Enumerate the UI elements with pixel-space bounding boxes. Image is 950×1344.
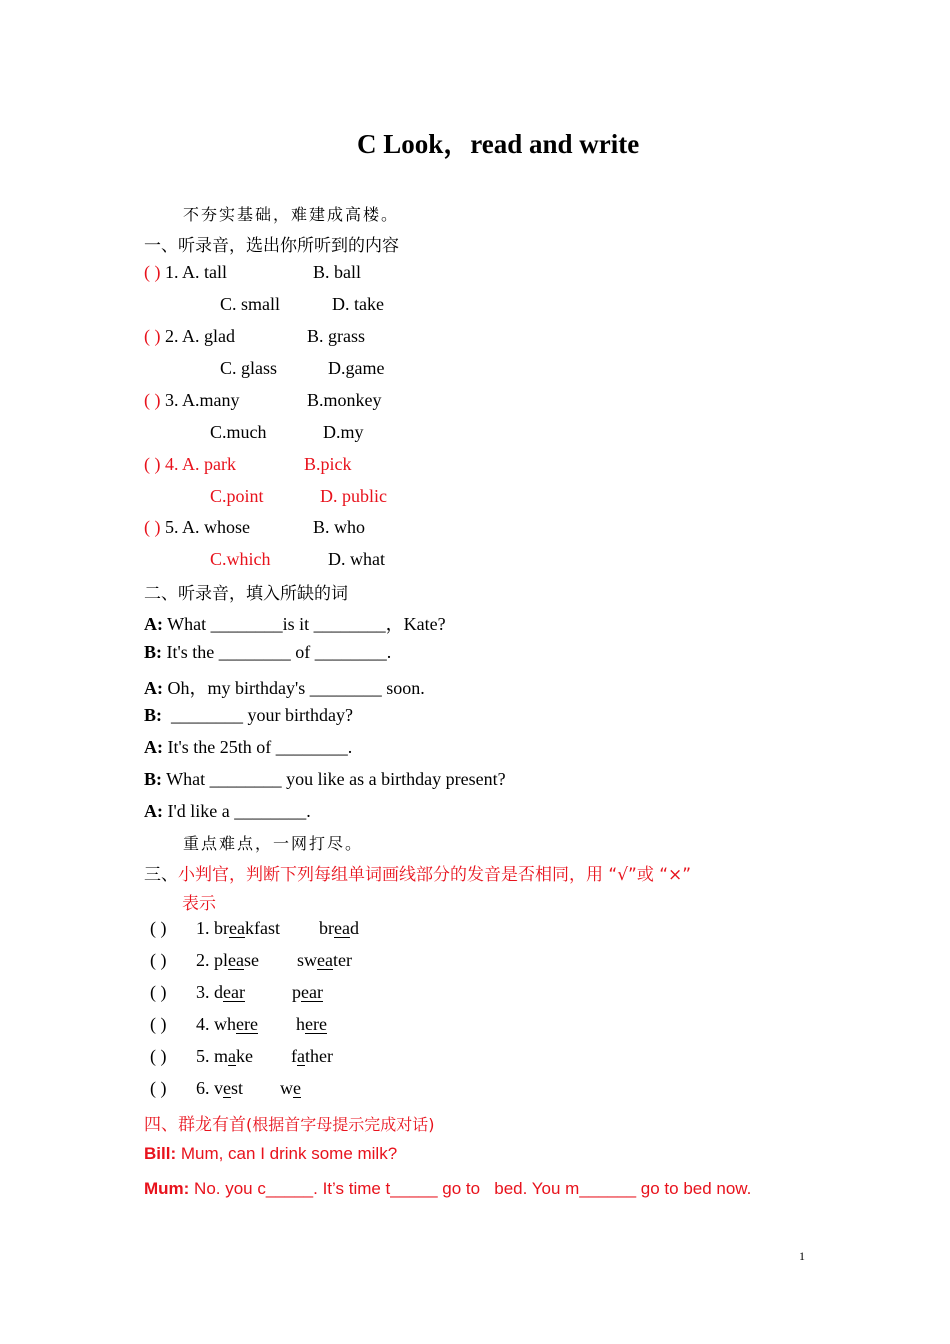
dialogue-line (144, 674, 425, 700)
word-2 (280, 1078, 301, 1099)
option-c: C.much (210, 422, 267, 442)
option-b: B. who (313, 517, 366, 537)
option-a: 2. A. glad (165, 326, 235, 346)
answer-paren: ( ) (150, 950, 167, 970)
option-d: D. public (320, 486, 387, 506)
answer-paren: ( ) (150, 918, 167, 938)
speaker: Mum: (144, 1179, 190, 1198)
underlined-letters: ea (334, 918, 350, 938)
answer-paren: ( ) (144, 390, 161, 410)
answer-paren: ( ) (150, 1046, 167, 1066)
speaker: A: (144, 801, 163, 821)
line-text: No. you c_____. It’s time t_____ go to bed. You m______ go to bed now. (189, 1179, 752, 1198)
dialogue-line (144, 801, 311, 822)
word-part: w (280, 1078, 293, 1098)
option-a: 4. A. park (165, 454, 236, 474)
speaker: Bill: (144, 1144, 177, 1163)
answer-paren: ( ) (144, 262, 161, 282)
option-b: B.pick (304, 454, 352, 474)
word-part: kfast (244, 918, 280, 938)
line-text: It's the ________ of ________. (162, 642, 392, 662)
judge-item (150, 1046, 167, 1067)
judge-item (150, 982, 167, 1003)
line-text: Mum, can I drink some milk? (176, 1144, 398, 1163)
judge-item (150, 1078, 167, 1099)
underlined-letters: ere (305, 1014, 327, 1034)
answer-paren: ( ) (144, 326, 161, 346)
option-d: D. what (328, 549, 385, 569)
answer-paren: ( ) (150, 1078, 167, 1098)
word-part: 1. br (196, 918, 229, 938)
word-1 (196, 918, 280, 939)
option-b: B.monkey (307, 390, 382, 410)
word-part: 5. m (196, 1046, 229, 1066)
word-2 (292, 982, 323, 1003)
word-1 (196, 1014, 258, 1035)
motto-1: 不夯实基础，难建成高楼。 (183, 205, 400, 224)
dialogue-bill (144, 1144, 397, 1164)
underlined-letters: ere (236, 1014, 258, 1034)
section-instruction: 小判官，判断下列每组单词画线部分的发音是否相同，用 “√”或 “×” (178, 865, 692, 885)
word-part: br (319, 918, 334, 938)
judge-item (150, 918, 167, 939)
dialogue-line (144, 705, 353, 726)
speaker: A: (144, 614, 163, 634)
word-part: ter (333, 950, 352, 970)
option-a: 1. A. tall (165, 262, 227, 282)
option-d: D.game (328, 358, 385, 378)
underlined-letters: ear (223, 982, 245, 1002)
option-c: C.which (210, 549, 271, 569)
word-2 (297, 950, 352, 971)
underlined-letters: e (293, 1078, 301, 1098)
dialogue-line (144, 610, 446, 636)
dialogue-line (144, 642, 391, 663)
word-1 (196, 982, 245, 1003)
motto-2: 重点难点，一网打尽。 (183, 834, 364, 853)
question-2 (144, 326, 235, 347)
option-c: C. small (220, 294, 281, 314)
section-2-heading: 二、听录音，填入所缺的词 (144, 584, 348, 604)
underlined-letters: ea (317, 950, 333, 970)
question-3 (144, 390, 240, 411)
option-c: C.point (210, 486, 264, 506)
underlined-letters: ear (301, 982, 323, 1002)
speaker: B: (144, 769, 162, 789)
word-part: p (292, 982, 301, 1002)
word-part: f (291, 1046, 297, 1066)
word-part: 3. d (196, 982, 223, 1002)
word-1 (196, 1078, 243, 1099)
word-2 (319, 918, 359, 939)
speaker: B: (144, 705, 162, 725)
word-part: 2. pl (196, 950, 229, 970)
word-2 (296, 1014, 327, 1035)
word-part: se (244, 950, 259, 970)
word-part: h (296, 1014, 305, 1034)
question-4 (144, 454, 236, 475)
option-a: 5. A. whose (165, 517, 250, 537)
option-b: B. ball (313, 262, 361, 282)
page-title: C Look，read and write (357, 129, 640, 159)
dialogue-line (144, 769, 506, 790)
question-5 (144, 517, 250, 538)
option-c: C. glass (220, 358, 278, 378)
word-part: sw (297, 950, 318, 970)
option-a: 3. A.many (165, 390, 240, 410)
section-hint: (根据首字母提示完成对话) (246, 1115, 435, 1134)
underlined-letters: ea (228, 950, 244, 970)
option-d: D.my (323, 422, 364, 442)
underlined-letters: ea (229, 918, 245, 938)
speaker: A: (144, 678, 163, 698)
answer-paren: ( ) (150, 982, 167, 1002)
word-part: 4. wh (196, 1014, 236, 1034)
underlined-letters: a (297, 1046, 305, 1066)
line-text: ________ your birthday? (162, 705, 353, 725)
option-d: D. take (332, 294, 384, 314)
word-2 (291, 1046, 333, 1067)
section-3-heading (144, 860, 691, 885)
line-text: I'd like a ________. (163, 801, 311, 821)
word-part: ke (236, 1046, 254, 1066)
speaker: A: (144, 737, 163, 757)
word-1 (196, 1046, 253, 1067)
underlined-letters: a (228, 1046, 237, 1066)
line-text: What ________ you like as a birthday present? (162, 769, 506, 789)
line-text: What ________is it ________，Kate? (163, 614, 446, 634)
word-part: 6. v (196, 1078, 223, 1098)
answer-paren: ( ) (144, 517, 161, 537)
section-4-heading (144, 1110, 435, 1135)
page-number: 1 (799, 1249, 805, 1263)
word-part: ther (305, 1046, 333, 1066)
underlined-letters: e (223, 1078, 231, 1098)
dialogue-mum (144, 1179, 751, 1199)
word-1 (196, 950, 259, 971)
section-3-heading-cont: 表示 (182, 894, 216, 914)
dialogue-line (144, 737, 352, 758)
word-part: st (231, 1078, 244, 1098)
judge-item (150, 950, 167, 971)
line-text: It's the 25th of ________. (163, 737, 353, 757)
option-b: B. grass (307, 326, 365, 346)
answer-paren: ( ) (150, 1014, 167, 1034)
line-text: Oh，my birthday's ________ soon. (163, 678, 425, 698)
section-1-heading: 一、听录音，选出你所听到的内容 (144, 236, 399, 256)
section-title: 四、群龙有首 (144, 1115, 246, 1135)
question-1 (144, 262, 227, 283)
speaker: B: (144, 642, 162, 662)
judge-item (150, 1014, 167, 1035)
word-part: d (349, 918, 359, 938)
answer-paren: ( ) (144, 454, 161, 474)
section-number: 三、 (144, 865, 178, 885)
